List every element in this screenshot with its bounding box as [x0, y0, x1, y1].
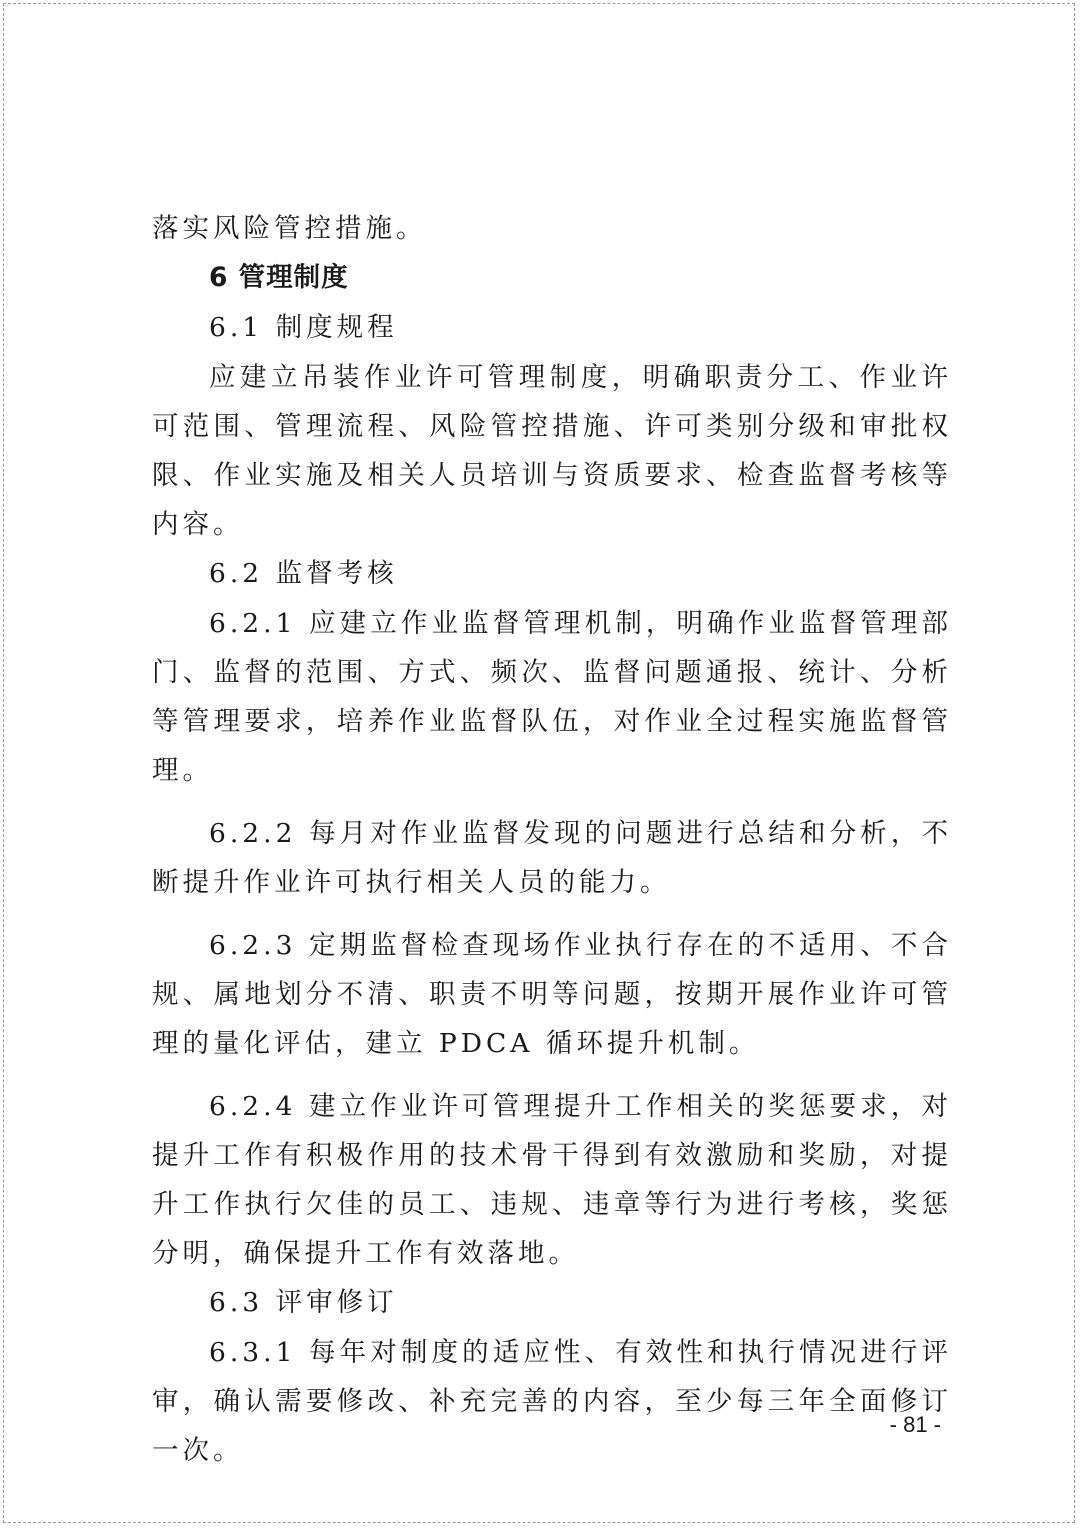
paragraph-6-2-3: 6.2.3 定期监督检查现场作业执行存在的不适用、不合规、属地划分不清、职责不明等问题，按期开展作业许可管理的量化评估，建立 PDCA 循环提升机制。: [152, 930, 952, 1059]
paragraph-6-2-1: 6.2.1 应建立作业监督管理机制，明确作业监督管理部门、监督的范围、方式、频次、监督问题通报、统计、分析等管理要求，培养作业监督队伍，对作业全过程实施监督管理。: [152, 608, 952, 786]
paragraph-6-3-1: 6.3.1 每年对制度的适应性、有效性和执行情况进行评审，确认需要修改、补充完善的内容，至少每三年全面修订一次。: [152, 1337, 952, 1466]
page-body: [152, 204, 952, 1475]
paragraph-6-1: 应建立吊装作业许可管理制度，明确职责分工、作业许可范围、管理流程、风险管控措施、许可类别分级和审批权限、作业实施及相关人员培训与资质要求、检查监督考核等内容。: [152, 362, 952, 540]
section-heading-6: 6 管理制度: [209, 262, 349, 293]
paragraph-6-2-2: 6.2.2 每月对作业监督发现的问题进行总结和分析，不断提升作业许可执行相关人员的能力。: [152, 818, 952, 898]
section-heading-6-1: 6.1 制度规程: [209, 312, 398, 343]
page-number: - 81 -: [889, 1412, 941, 1437]
paragraph-6-2-4: 6.2.4 建立作业许可管理提升工作相关的奖惩要求，对提升工作有积极作用的技术骨干得到有效激励和奖励，对提升工作执行欠佳的员工、违规、违章等行为进行考核，奖惩分明，确保提升工作有效落地。: [152, 1091, 952, 1269]
document-page: [3, 3, 1075, 1523]
section-heading-6-3: 6.3 评审修订: [209, 1287, 398, 1318]
continuation-paragraph: 落实风险管控措施。: [152, 213, 427, 244]
section-heading-6-2: 6.2 监督考核: [209, 558, 398, 589]
